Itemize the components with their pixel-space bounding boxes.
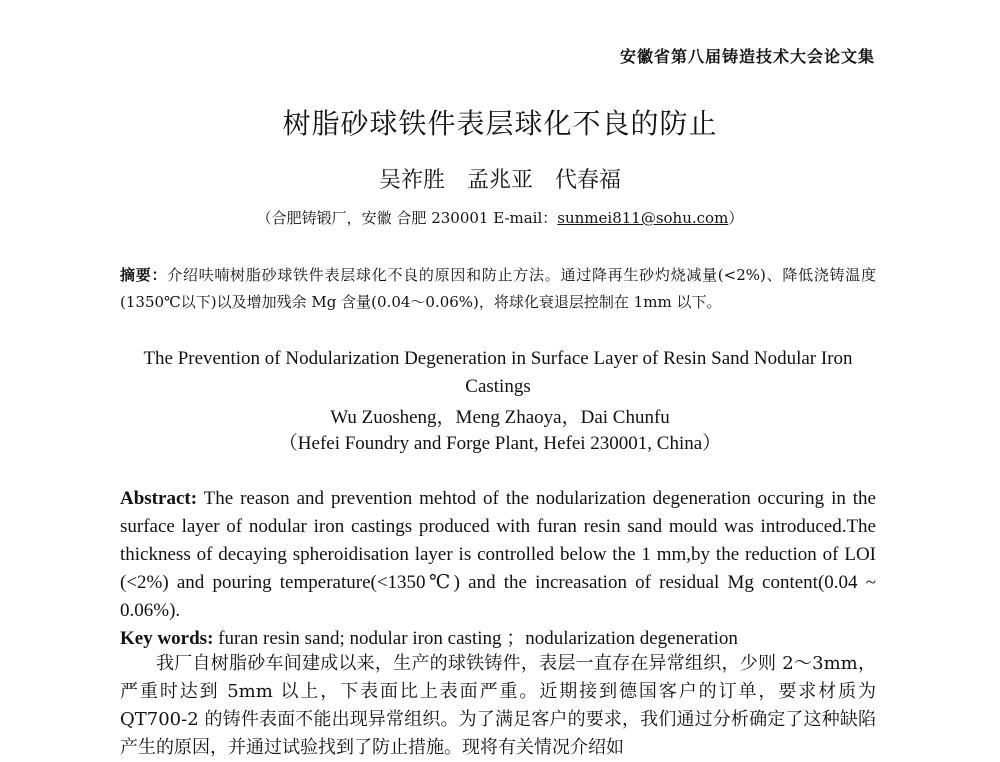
keywords (120, 623, 876, 650)
author-list: 吴祚胜 孟兆亚 代春福 (378, 168, 621, 193)
english-affiliation: （Hefei Foundry and Forge Plant, Hefei 230001, China） (278, 433, 722, 454)
keywords-text: furan resin sand; nodular iron casting ；nodularization degeneration (213, 628, 738, 649)
chinese-abstract-label: 摘要： (120, 266, 168, 284)
proceedings-header: 安徽省第八届铸造技术大会论文集 (619, 47, 875, 66)
english-abstract-text: The reason and prevention mehtod of the nodularization degeneration occuring in the surface layer of nodular iron castings produced with furan resin sand mould was introduced.The thickness of decaying spheroidisation layer is controlled below the 1 mm,by the reduction of LOI (<2%) and pouring temperature(<1350℃) and the increasation of residual Mg content(0.04 ~ 0.06%). (120, 488, 876, 621)
body-paragraph: 我厂自树脂砂车间建成以来，生产的球铁铸件，表层一直存在异常组织，少则 2～3mm，严重时达到 5mm 以上，下表面比上表面严重。近期接到德国客户的订单，要求材质为 QT700-2 的铸件表面不能出现异常组织。为了满足客户的要求，我们通过分析确定了这种缺陷产生的原因，并通过试验找到了防止措施。现将有关情况介绍如 (120, 653, 876, 758)
english-author-list: Wu Zuosheng，Meng Zhaoya，Dai Chunfu (330, 407, 670, 428)
keywords-label: Key words: (120, 628, 214, 649)
paper-title: 树脂砂球铁件表层球化不良的防止 (282, 107, 718, 140)
email-link[interactable]: sunmei811@sohu.com (557, 209, 729, 227)
english-abstract-label: Abstract: (120, 488, 198, 509)
affiliation-prefix: （合肥铸锻厂，安徽 合肥 230001 E-mail： (256, 209, 558, 227)
english-abstract (120, 485, 876, 625)
chinese-abstract (120, 262, 876, 316)
affiliation (0, 207, 1000, 228)
affiliation-suffix: ） (728, 209, 744, 227)
english-title: The Prevention of Nodularization Degeneration in Surface Layer of Resin Sand Nodular Iron Castings (143, 348, 853, 397)
chinese-abstract-text: 介绍呋喃树脂砂球铁件表层球化不良的原因和防止方法。通过降再生砂灼烧减量(<2%)、降低浇铸温度(1350℃以下)以及增加残余 Mg 含量(0.04～0.06%)，将球化衰退层控制在 1mm 以下。 (120, 266, 876, 311)
